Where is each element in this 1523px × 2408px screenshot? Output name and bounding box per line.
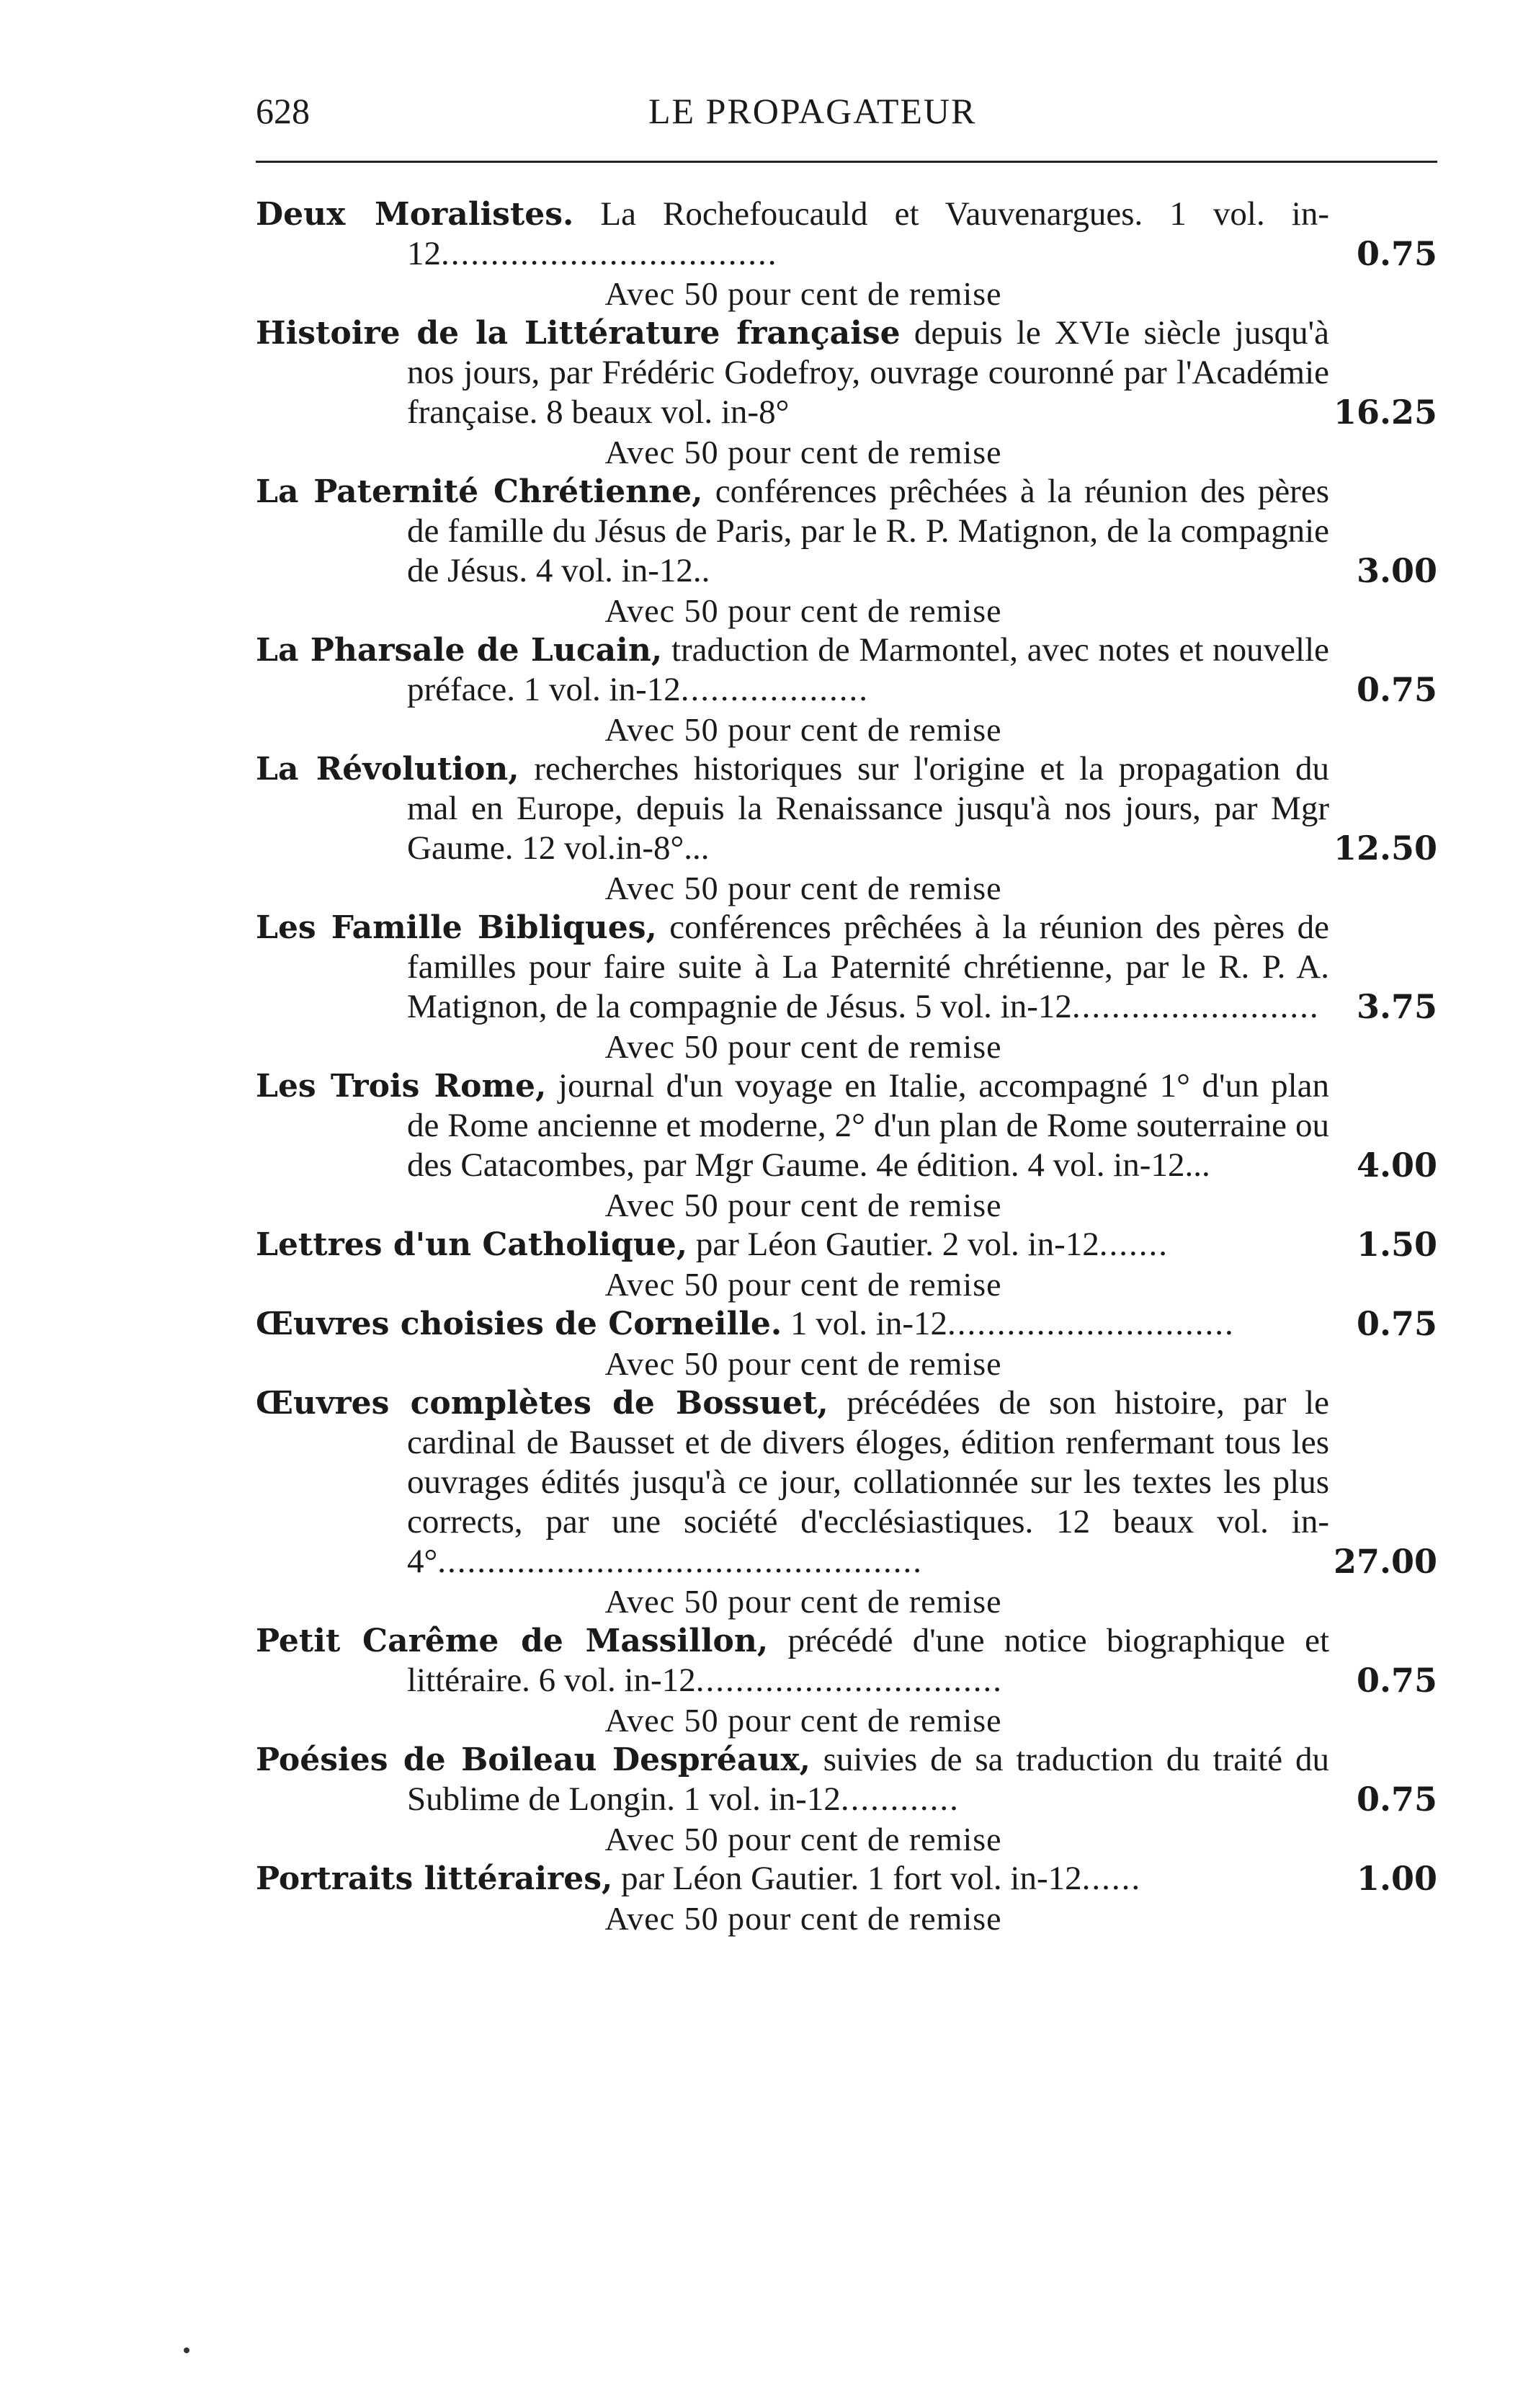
- print-speck: [184, 2347, 189, 2353]
- entry-description: [256, 1859, 1329, 1899]
- entry-price: 0.75: [1356, 1661, 1437, 1700]
- entry-price: 12.50: [1333, 829, 1437, 868]
- entry-price: 3.75: [1356, 987, 1437, 1026]
- catalog-entry: [256, 1304, 1437, 1383]
- catalog-entry: [256, 1621, 1437, 1740]
- dot-leader: ...................: [680, 671, 870, 708]
- entry-description: [256, 472, 1329, 591]
- dot-leader: .............................: [947, 1305, 1235, 1342]
- entry-description: [256, 1621, 1329, 1700]
- catalog-entry: [256, 1225, 1437, 1304]
- discount-note: Avec 50 pour cent de remise: [604, 1187, 1002, 1223]
- entry-description: [256, 1383, 1329, 1582]
- page-number: 628: [256, 91, 310, 131]
- discount-note: Avec 50 pour cent de remise: [604, 1266, 1002, 1303]
- catalog-entry: [256, 313, 1437, 472]
- entry-text: précédé d'une notice biographique et littéraire. 6 vol. in-12: [407, 1622, 1330, 1699]
- entry-text: depuis le XVIe siècle jusqu'à nos jours, par Frédéric Godefroy, ouvrage couronné par l'Académie française. 8 beaux vol. in-8°: [407, 314, 1329, 431]
- header-rule: [256, 161, 1437, 163]
- running-title: LE PROPAGATEUR: [648, 91, 977, 131]
- catalog-entry: [256, 1066, 1437, 1225]
- entry-title: Les Trois Rome,: [256, 1068, 547, 1105]
- dot-leader: ............: [840, 1780, 960, 1818]
- dot-leader: .................................................: [437, 1543, 924, 1580]
- entry-title: Petit Carême de Massillon,: [256, 1623, 769, 1659]
- entry-title: Les Famille Bibliques,: [256, 909, 657, 946]
- dot-leader: ...............................: [695, 1662, 1003, 1699]
- entry-title: Deux Moralistes.: [256, 196, 574, 233]
- entry-price: 3.00: [1356, 551, 1437, 590]
- entry-description: [256, 908, 1329, 1027]
- entry-description: [256, 1740, 1329, 1819]
- entry-description: [256, 1225, 1329, 1265]
- entry-price: 1.50: [1356, 1225, 1437, 1264]
- catalog-entry: [256, 908, 1437, 1066]
- entry-price: 1.00: [1356, 1859, 1437, 1898]
- catalog-entry: [256, 630, 1437, 749]
- catalog-entry: [256, 1383, 1437, 1621]
- entry-text: par Léon Gautier. 1 fort vol. in-12: [612, 1860, 1082, 1897]
- catalog-entry: [256, 1859, 1437, 1938]
- entry-description: [256, 630, 1329, 710]
- entry-description: [256, 749, 1329, 868]
- page-header: [256, 76, 1437, 141]
- entry-text: conférences prêchées à la réunion des pères de familles pour faire suite à La Paternité chrétienne, par le R. P. A. Matignon, de la compagnie de Jésus. 5 vol. in-12: [407, 909, 1329, 1025]
- entry-price: 0.75: [1356, 234, 1437, 273]
- discount-note: Avec 50 pour cent de remise: [604, 1583, 1002, 1620]
- entry-text: conférences prêchées à la réunion des pères de famille du Jésus de Paris, par le R. P. Matignon, de la compagnie de Jésus. 4 vol. in-12..: [407, 473, 1329, 589]
- entry-text: traduction de Marmontel, avec notes et nouvelle préface. 1 vol. in-12: [407, 631, 1330, 708]
- entry-text: précédées de son histoire, par le cardinal de Bausset et de divers éloges, édition renfermant tous les ouvrages édités jusqu'à ce jour, collationnée sur les textes les plus corrects, par une société d'ecclésiastiques. 12 beaux vol. in-4°: [407, 1384, 1329, 1580]
- entry-title: Poésies de Boileau Despréaux,: [256, 1742, 810, 1778]
- discount-note: Avec 50 pour cent de remise: [604, 1821, 1002, 1858]
- catalog-entry: [256, 1740, 1437, 1859]
- discount-note: Avec 50 pour cent de remise: [604, 1900, 1002, 1937]
- entry-price: 0.75: [1356, 670, 1437, 709]
- catalog-entry: [256, 472, 1437, 630]
- entry-text: 1 vol. in-12: [782, 1305, 948, 1342]
- entry-description: [256, 313, 1329, 432]
- catalog-entry: [256, 195, 1437, 313]
- entry-description: [256, 1066, 1329, 1185]
- entry-description: [256, 1304, 1329, 1344]
- entry-title: Portraits littéraires,: [256, 1860, 613, 1897]
- entry-price: 16.25: [1333, 393, 1437, 432]
- catalog-entry: [256, 749, 1437, 908]
- entry-price: 4.00: [1356, 1146, 1437, 1185]
- entry-title: La Révolution,: [256, 751, 519, 788]
- entry-text: par Léon Gautier. 2 vol. in-12: [687, 1226, 1099, 1263]
- catalog-list: [256, 195, 1437, 1938]
- entry-text: suivies de sa traduction du traité du Sublime de Longin. 1 vol. in-12: [407, 1741, 1329, 1818]
- entry-title: La Paternité Chrétienne,: [256, 473, 703, 510]
- entry-title: La Pharsale de Lucain,: [256, 632, 663, 669]
- discount-note: Avec 50 pour cent de remise: [604, 592, 1002, 629]
- discount-note: Avec 50 pour cent de remise: [604, 711, 1002, 748]
- dot-leader: .......: [1099, 1226, 1169, 1263]
- entry-title: Lettres d'un Catholique,: [256, 1226, 688, 1263]
- dot-leader: ..................................: [441, 235, 778, 272]
- discount-note: Avec 50 pour cent de remise: [604, 870, 1002, 906]
- page: [256, 76, 1437, 1937]
- discount-note: Avec 50 pour cent de remise: [604, 1702, 1002, 1739]
- entry-price: 0.75: [1356, 1304, 1437, 1343]
- dot-leader: ......: [1081, 1860, 1142, 1897]
- entry-title: Œuvres complètes de Bossuet,: [256, 1385, 829, 1422]
- discount-note: Avec 50 pour cent de remise: [604, 1028, 1002, 1065]
- entry-text: La Rochefoucauld et Vauvenargues. 1 vol. in-12: [407, 195, 1329, 272]
- entry-text: recherches historiques sur l'origine et la propagation du mal en Europe, depuis la Renaissance jusqu'à nos jours, par Mgr Gaume. 12 vol.in-8°...: [407, 750, 1330, 867]
- discount-note: Avec 50 pour cent de remise: [604, 1345, 1002, 1382]
- entry-title: Histoire de la Littérature française: [256, 315, 901, 352]
- dot-leader: .........................: [1071, 988, 1320, 1025]
- discount-note: Avec 50 pour cent de remise: [604, 275, 1002, 312]
- entry-title: Œuvres choisies de Corneille.: [256, 1306, 782, 1342]
- discount-note: Avec 50 pour cent de remise: [604, 434, 1002, 471]
- entry-text: journal d'un voyage en Italie, accompagné 1° d'un plan de Rome ancienne et moderne, 2° d'un plan de Rome souterraine ou des Catacombes, par Mgr Gaume. 4e édition. 4 vol. in-12...: [407, 1067, 1329, 1184]
- entry-price: 0.75: [1356, 1780, 1437, 1819]
- entry-price: 27.00: [1333, 1542, 1437, 1581]
- entry-description: [256, 195, 1329, 274]
